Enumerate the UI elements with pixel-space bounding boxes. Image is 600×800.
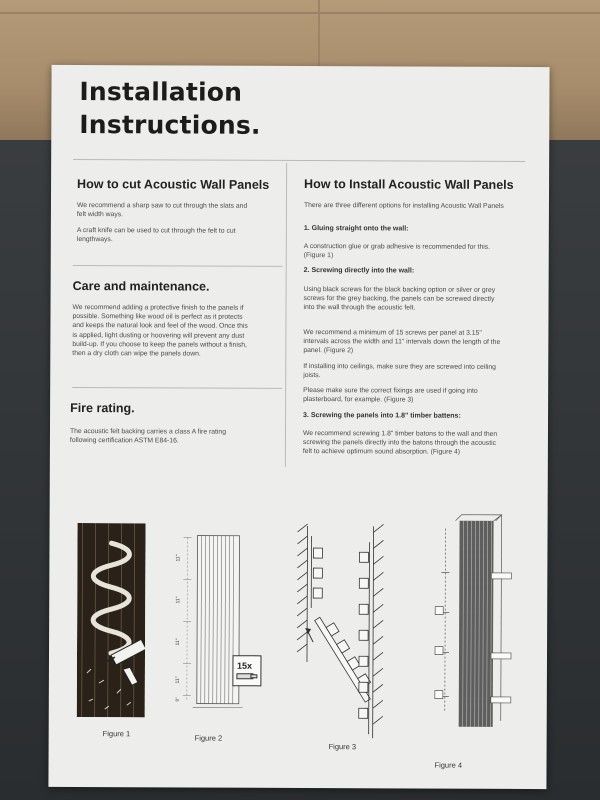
figure-1-illustration xyxy=(77,523,146,717)
cut-paragraph-1: We recommend a sharp saw to cut through the slats and felt width ways. xyxy=(76,202,248,219)
figure-2-dimension-small: 8" xyxy=(174,697,180,702)
instruction-sheet xyxy=(48,65,549,789)
care-paragraph: We recommend adding a protective finish to the panels if possible. Something like wood oil is perfect as it protects and keeps the natural look and feel of the wood. Once this is applied, light dusting or hoovering will prevent any dust build-up. If you choose to keep the panels without a finish, then a dry cloth can wipe the panels down. xyxy=(72,304,248,358)
title-line-1: Installation xyxy=(79,77,243,107)
option-2-title: 2. Screwing directly into the wall: xyxy=(303,267,415,275)
option-2-paragraph-4: Please make sure the correct fixings are used if going into plasterboard, for example. (Figure 3) xyxy=(303,387,478,404)
option-2-paragraph-2: We recommend a minimum of 15 screws per panel at 3.15" intervals across the width and 11" intervals down the length of the panel. (Figure 2) xyxy=(303,329,501,355)
figure-3 xyxy=(289,522,386,752)
install-intro: There are three different options for installing Acoustic Wall Panels xyxy=(303,202,504,210)
figure-2-dimension-label: 11" xyxy=(175,554,182,562)
page-title xyxy=(79,75,261,142)
figure-2-dimension-label: 11" xyxy=(175,638,182,646)
figure-2-badge: 15x xyxy=(236,660,253,671)
figure-3-caption: Figure 3 xyxy=(328,742,357,752)
divider xyxy=(73,265,283,267)
figure-2-illustration xyxy=(173,523,264,723)
figure-2-dimension-label: 11" xyxy=(174,676,181,684)
option-1-paragraph: A construction glue or grab adhesive is recommended for this. (Figure 1) xyxy=(303,243,491,260)
cut-paragraph-2: A craft knife can be used to cut through the felt to cut lengthways. xyxy=(76,227,236,244)
figure-4-caption: Figure 4 xyxy=(434,760,463,770)
divider xyxy=(72,387,282,389)
figure-2-caption: Figure 2 xyxy=(194,733,223,743)
install-heading: How to Install Acoustic Wall Panels xyxy=(304,177,514,192)
figure-3-illustration xyxy=(289,522,386,738)
figure-1 xyxy=(77,523,146,739)
divider xyxy=(73,159,525,162)
option-1-title: 1. Gluing straight onto the wall: xyxy=(303,225,409,233)
option-3-title: 3. Screwing the panels into 1.8" timber battens: xyxy=(303,412,461,420)
option-2-paragraph-3: If installing into ceilings, make sure they are screwed into ceiling joists. xyxy=(303,363,496,380)
option-2-paragraph-1: Using black screws for the black backing option or silver or grey screws for the grey backing, the panels can be screwed directly into the wall through the acoustic felt. xyxy=(303,286,496,312)
cardboard-seam xyxy=(318,0,320,70)
cardboard-seam xyxy=(0,12,600,14)
option-3-paragraph: We recommend screwing 1.8" timber batons to the wall and then screwing the panels directly into the batons through the acoustic felt to achieve optimum sound absorption. (Figure 4) xyxy=(302,430,498,457)
figure-4 xyxy=(419,513,514,770)
fire-paragraph: The acoustic felt backing carries a class A fire rating following certification ASTM E84-16. xyxy=(69,428,227,445)
title-line-2: Instructions. xyxy=(79,110,261,140)
figure-1-caption: Figure 1 xyxy=(102,729,131,739)
figure-4-illustration xyxy=(419,513,514,733)
cut-heading: How to cut Acoustic Wall Panels xyxy=(77,177,270,192)
figure-2-dimension-label: 11" xyxy=(175,596,182,604)
care-heading: Care and maintenance. xyxy=(72,279,210,294)
figure-2 xyxy=(173,523,264,743)
fire-heading: Fire rating. xyxy=(70,401,135,416)
column-divider xyxy=(285,163,287,467)
